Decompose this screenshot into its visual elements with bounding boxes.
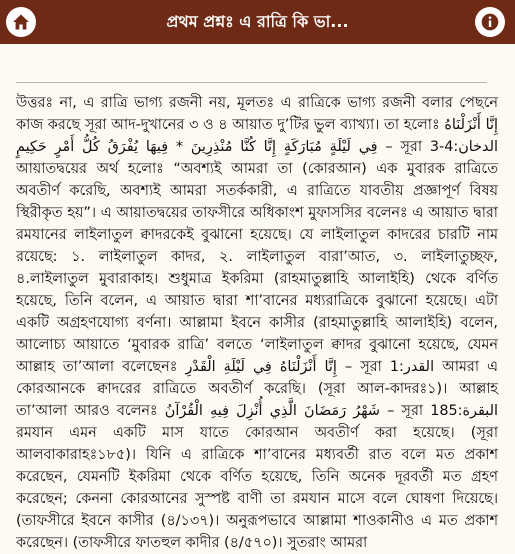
info-icon <box>480 12 500 32</box>
content-divider <box>16 82 487 83</box>
article-content <box>16 92 498 554</box>
page-title: প্রথম প্রশ্নঃ এ রাত্রি কি ভা... <box>166 12 349 31</box>
info-button[interactable] <box>475 7 505 37</box>
app-header <box>0 0 515 44</box>
article-body: উত্তরঃ না, এ রাত্রি ভাগ্য রজনী নয়, মূলতঃ এ রাত্রিকে ভাগ্য রজনী বলার পেছনে কাজ করছে সূরা আদ-দুখানের ৩ ও ৪ আয়াত দু’টির ভুল ব্যাখ্যা। তা হলোঃ إِنَّا أَنْزَلْنَاهُ فِي لَيْلَةٍ مُبَارَكَةٍ إِنَّا كُنَّا مُنْذِرِينَ * فِيهَا يُفْرَقُ كُلُّ أَمْرٍ حَكِيمٍ – সূরা الدخان:4-3 আয়াতদ্বয়ের অর্থ হলোঃ “অবশ্যই আমরা তা (কোরআন) এক মুবারক রাত্রিতে অবতীর্ণ করেছি, অবশ্যই আমরা সতর্ককারী, এ রাত্রিতে যাবতীয় প্রজ্ঞাপূর্ণ বিষয় স্থিরীকৃত হয়”। এ আয়াতদ্বয়ের তাফসীরে অধিকাংশ মুফাসসির বলেনঃ এ আয়াত দ্বারা রমযানের লাইলাতুল ক্বাদরকেই বুঝানো হয়েছে। যে লাইলাতুল কাদরের চারটি নাম রয়েছে: ১. লাইলাতুল কাদর, ২. লাইলাতুল বারা’আত, ৩. লাইলাতুচ্ছফ, ৪.লাইলাতুল মুবারাকাহ। শুধুমাত্র ইকরিমা (রাহমাতুল্লাহি আলাইহি) থেকে বর্ণিত হয়েছে, তিনি বলেন, এ আয়াত দ্বারা শা’বানের মধ্যরাত্রিকে বুঝানো হয়েছে। এটা একটি অগ্রহণযোগ্য বর্ণনা। আল্লামা ইবনে কাসীর (রাহমাতুল্লাহি আলাইহি) বলেন, আলোচ্য আয়াতে ‘মুবারক রাত্রি’ বলতে ‘লাইলাতুল ক্বাদর বুঝানো হয়েছে, যেমন আল্লাহ তা’আলা বলেছেনঃ إِنَّا أَنْزَلْنَاهُ فِي لَيْلَةِ الْقَدْرِ – সূরা القدر:1 আমরা এ কোরআনকে ক্বাদরের রাত্রিতে অবতীর্ণ করেছি। (সূরা আল-কাদরঃ১)। আল্লাহ তা’আলা আরও বলেনঃ شَهْرُ رَمَضَانَ الَّذِي أُنْزِلَ فِيهِ الْقُرْآنُ – সূরা البقرة:185 রমযান এমন একটি মাস যাতে কোরআন অবতীর্ণ করা হয়েছে। (সূরা আলবাকারাহঃ১৮৫)। যিনি এ রাত্রিকে শা’বানের মধ্যবর্তী রাত বলে মত প্রকাশ করেছেন, যেমনটি ইকরিমা থেকে বর্ণিত হয়েছে, তিনি অনেক দূরবর্তী মত গ্রহণ করেছেন; কেননা কোরআনের সুস্পষ্ট বাণী তা রমযান মাসে বলে ঘোষণা দিয়েছে। (তাফসীরে ইবনে কাসীর (৪/১৩৭)। অনুরূপভাবে আল্লামা শাওকানীও এ মত প্রকাশ করেছেন। (তাফসীরে ফাতহুল কাদীর (৪/৫৭০)। সুতরাং আমরা <box>16 95 498 551</box>
